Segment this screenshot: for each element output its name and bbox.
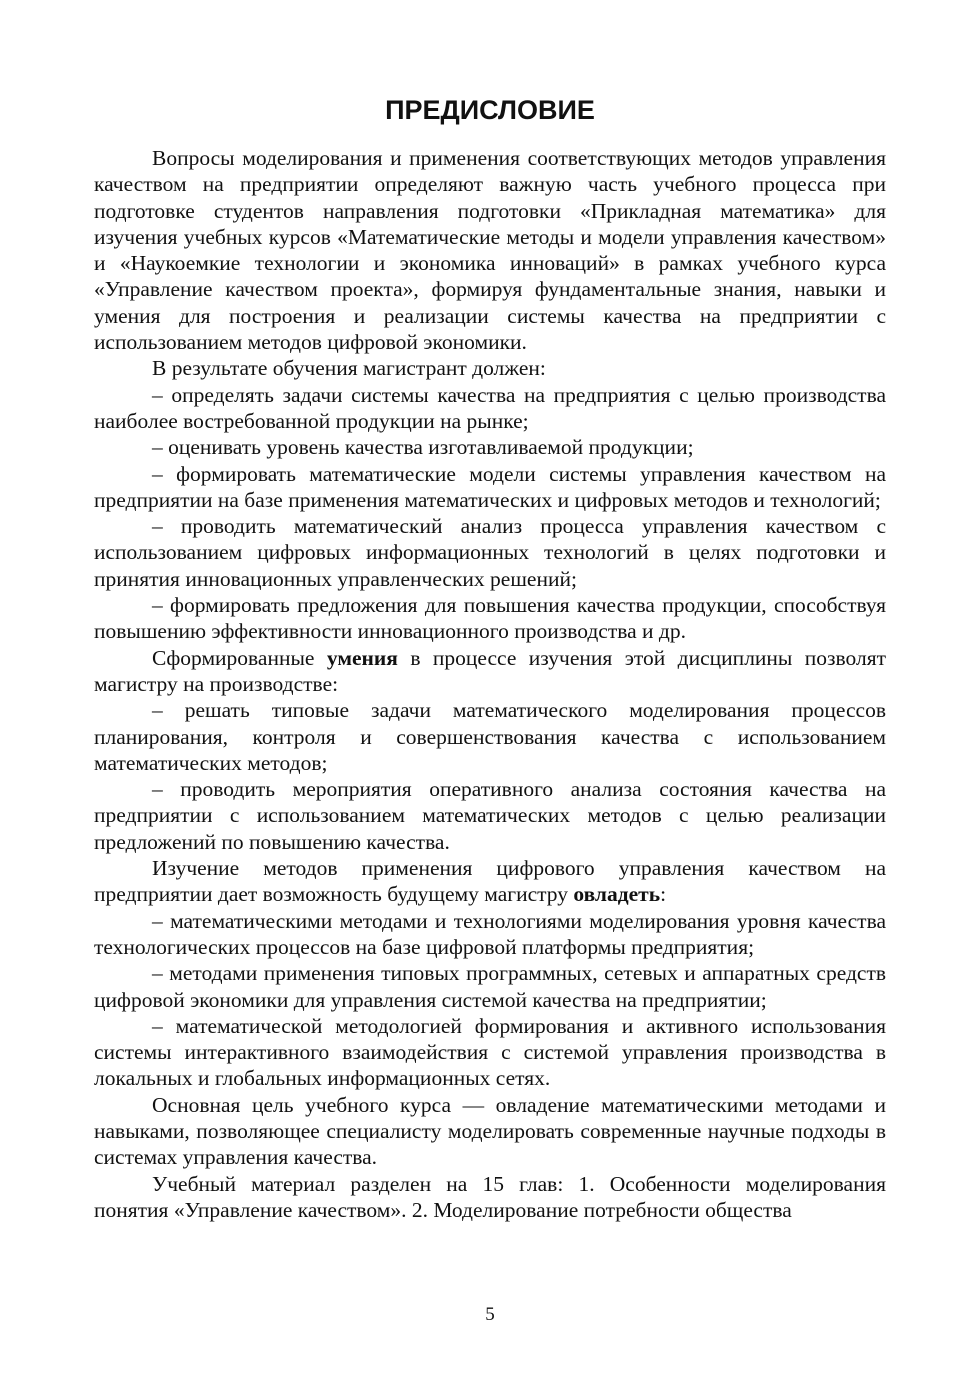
paragraph-skills bbox=[94, 645, 886, 698]
bold-term-skills: умения bbox=[326, 645, 398, 670]
list-item: – проводить мероприятия оперативного анализа состояния качества на предприятии с использованием математических методов с целью реализации предложений по повышению качества. bbox=[94, 777, 886, 854]
text-run: в процессе изучения этой дисциплины позволят магистру на производстве: bbox=[94, 645, 887, 696]
paragraph-main-goal: Основная цель учебного курса — овладение математическими методами и навыками, позволяющее специалисту моделировать современные научные подходы в системах управления качества. bbox=[94, 1092, 886, 1170]
text-run: : bbox=[660, 882, 667, 907]
text-run: Сформированные bbox=[152, 645, 327, 670]
list-item: – формировать предложения для повышения качества продукции, способствуя повышению эффективности инновационного производства и др. bbox=[94, 593, 886, 644]
list-item: – решать типовые задачи математического моделирования процессов планирования, контроля и совершенствования качества с использованием математических методов; bbox=[94, 698, 886, 775]
list-item: – математической методологией формирования и активного использования системы интерактивного взаимодействия с системой управления производства в локальных и глобальных информационных сетях. bbox=[94, 1013, 886, 1091]
bold-term-master: овладеть bbox=[573, 882, 661, 907]
list-item: – проводить математический анализ процесса управления качеством с использованием цифровых информационных технологий в целях подготовки и принятия инновационных управленческих решений; bbox=[94, 514, 886, 591]
paragraph-learning-outcomes: В результате обучения магистрант должен: bbox=[152, 356, 546, 381]
list-item: – оценивать уровень качества изготавливаемой продукции; bbox=[152, 435, 694, 460]
list-item: – формировать математические модели системы управления качеством на предприятии на базе применения математических и цифровых методов и технологий; bbox=[94, 461, 886, 512]
list-item: – методами применения типовых программных, сетевых и аппаратных средств цифровой экономики для управления системой качества на предприятии; bbox=[94, 961, 886, 1012]
text-run: Изучение методов применения цифрового управления качеством на предприятии дает возможность будущему магистру bbox=[94, 856, 886, 907]
document-body bbox=[94, 145, 886, 1223]
paragraph-mastery bbox=[94, 855, 886, 908]
page-title: ПРЕДИСЛОВИЕ bbox=[385, 95, 595, 125]
page-number: 5 bbox=[485, 1304, 495, 1325]
list-item: – определять задачи системы качества на предприятия с целью производства наиболее востребованной продукции на рынке; bbox=[94, 382, 886, 433]
paragraph-intro: Вопросы моделирования и применения соответствующих методов управления качеством на предприятии определяют важную часть учебного процесса при подготовке студентов направления подготовки «Прикладная математика» для изучения учебных курсов «Математические методы и модели управления качеством» и «Наукоемкие технологии и экономика инноваций» в рамках учебного курса «Управление качеством проекта», формируя фундаментальные знания, навыки и умения для построения и реализации системы качества на предприятии с использованием методов цифровой экономики. bbox=[94, 146, 886, 355]
list-item: – математическими методами и технологиями моделирования уровня качества технологических процессов на базе цифровой платформы предприятия; bbox=[94, 908, 886, 959]
paragraph-chapters: Учебный материал разделен на 15 глав: 1. Особенности моделирования понятия «Управление качеством». 2. Моделирование потребности общества bbox=[94, 1171, 886, 1222]
